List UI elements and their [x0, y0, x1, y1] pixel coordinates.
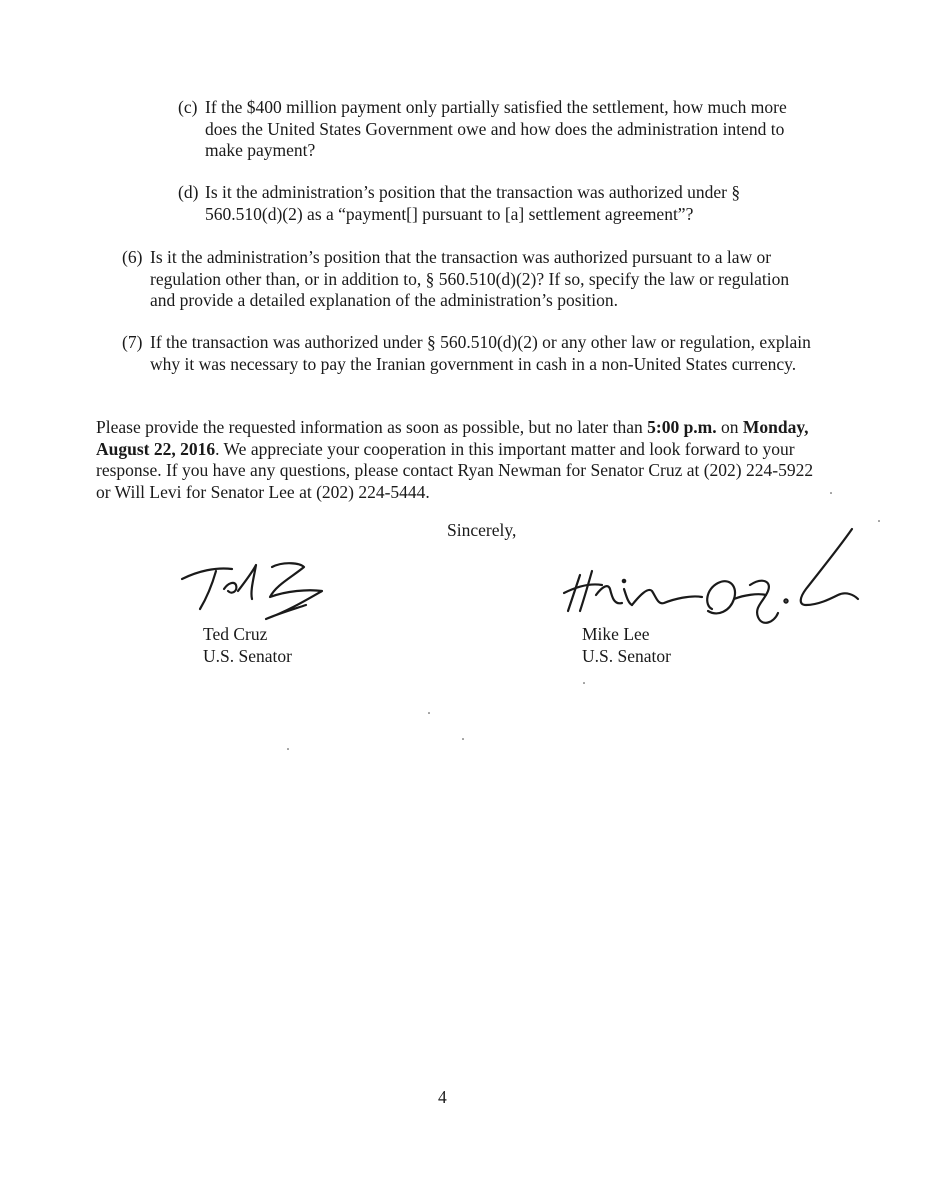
- closing-text-1: Please provide the requested information as soon as possible, but no later than: [96, 417, 648, 437]
- closing-text-2: on: [716, 417, 743, 437]
- closing-paragraph: [96, 417, 816, 503]
- closing-text-3: . We appreciate your cooperation in this important matter and look forward to your response. If you have any questions, please contact Ryan Newman for Senator Cruz at (202) 224-5922 or Will Levi for Senator Lee at (202) 224-5444.: [96, 438, 814, 502]
- signatory-title: U.S. Senator: [203, 645, 292, 666]
- signature-cruz: [176, 555, 336, 625]
- scan-speck: [287, 748, 289, 750]
- sign-off: Sincerely,: [447, 520, 517, 540]
- question-item-6: [122, 247, 812, 312]
- scan-speck: [583, 682, 585, 684]
- signatory-title: U.S. Senator: [582, 645, 671, 666]
- question-item-d: [178, 182, 818, 225]
- signatory-lee: [582, 624, 671, 667]
- question-item-7: [122, 332, 812, 375]
- scan-speck: [428, 712, 430, 714]
- signature-lee: [562, 525, 862, 635]
- deadline-time: 5:00 p.m.: [647, 417, 717, 437]
- deadline-date: Monday, August 22, 2016: [96, 417, 809, 459]
- scan-speck: [462, 738, 464, 740]
- item-marker: (d): [178, 182, 199, 202]
- signatory-name: Ted Cruz: [203, 624, 268, 644]
- page-number: 4: [438, 1087, 447, 1107]
- item-text: Is it the administration’s position that the transaction was authorized pursuant to a law or regulation other than, or in addition to, § 560.510(d)(2)? If so, specify the law or regulation and provide a detailed explanation of the administration’s position.: [150, 247, 790, 310]
- question-item-c: [178, 97, 818, 162]
- signatory-cruz: [203, 624, 292, 667]
- item-marker: (c): [178, 97, 198, 117]
- item-text: Is it the administration’s position that the transaction was authorized under § 560.510(d)(2) as a “payment[] pursuant to [a] settlement agreement”?: [205, 182, 741, 224]
- item-text: If the transaction was authorized under § 560.510(d)(2) or any other law or regulation, explain why it was necessary to pay the Iranian government in cash in a non-United States currency.: [150, 332, 811, 374]
- scan-speck: [830, 492, 832, 494]
- item-text: If the $400 million payment only partially satisfied the settlement, how much more does the United States Government owe and how does the administration intend to make payment?: [205, 97, 787, 160]
- signatory-name: Mike Lee: [582, 624, 650, 644]
- scan-speck: [878, 520, 880, 522]
- item-marker: (7): [122, 332, 143, 352]
- item-marker: (6): [122, 247, 143, 267]
